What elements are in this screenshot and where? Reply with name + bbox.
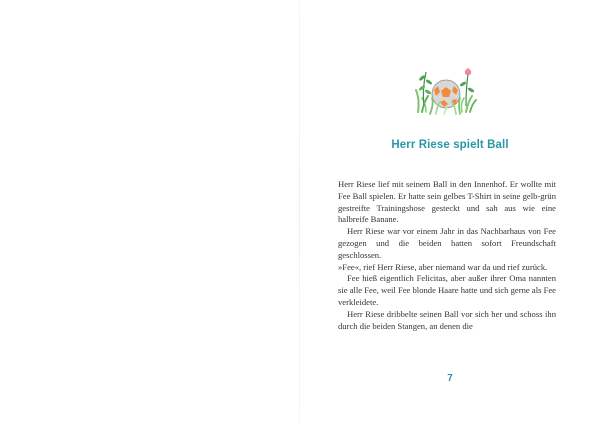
body-text	[338, 179, 556, 332]
chapter-title: Herr Riese spielt Ball	[391, 139, 509, 151]
page-number: 7	[447, 373, 453, 384]
soccer-ball-illustration	[410, 60, 482, 116]
paragraph: Fee hieß eigentlich Felicitas, aber außer ihrer Oma nannten sie alle Fee, weil Fee blonde Haare hatte und sich gerne als Fee verkleidete.	[338, 273, 556, 307]
right-page	[300, 0, 600, 424]
paragraph: Herr Riese lief mit seinem Ball in den Innenhof. Er wollte mit Fee Ball spielen. Er hatte sein gelbes T-Shirt in seine gelb-grün gestreifte Trainingshose gesteckt und sah aus wie eine halbreife Banane.	[338, 179, 556, 225]
paragraph: Herr Riese war vor einem Jahr in das Nachbarhaus von Fee gezogen und die beiden hatten sofort Freundschaft geschlossen.	[338, 226, 556, 260]
paragraph: »Fee«, rief Herr Riese, aber niemand war da und rief zurück.	[338, 261, 548, 272]
paragraph: Herr Riese dribbelte seinen Ball vor sich her und schoss ihn durch die beiden Stangen, an denen die	[338, 308, 556, 331]
